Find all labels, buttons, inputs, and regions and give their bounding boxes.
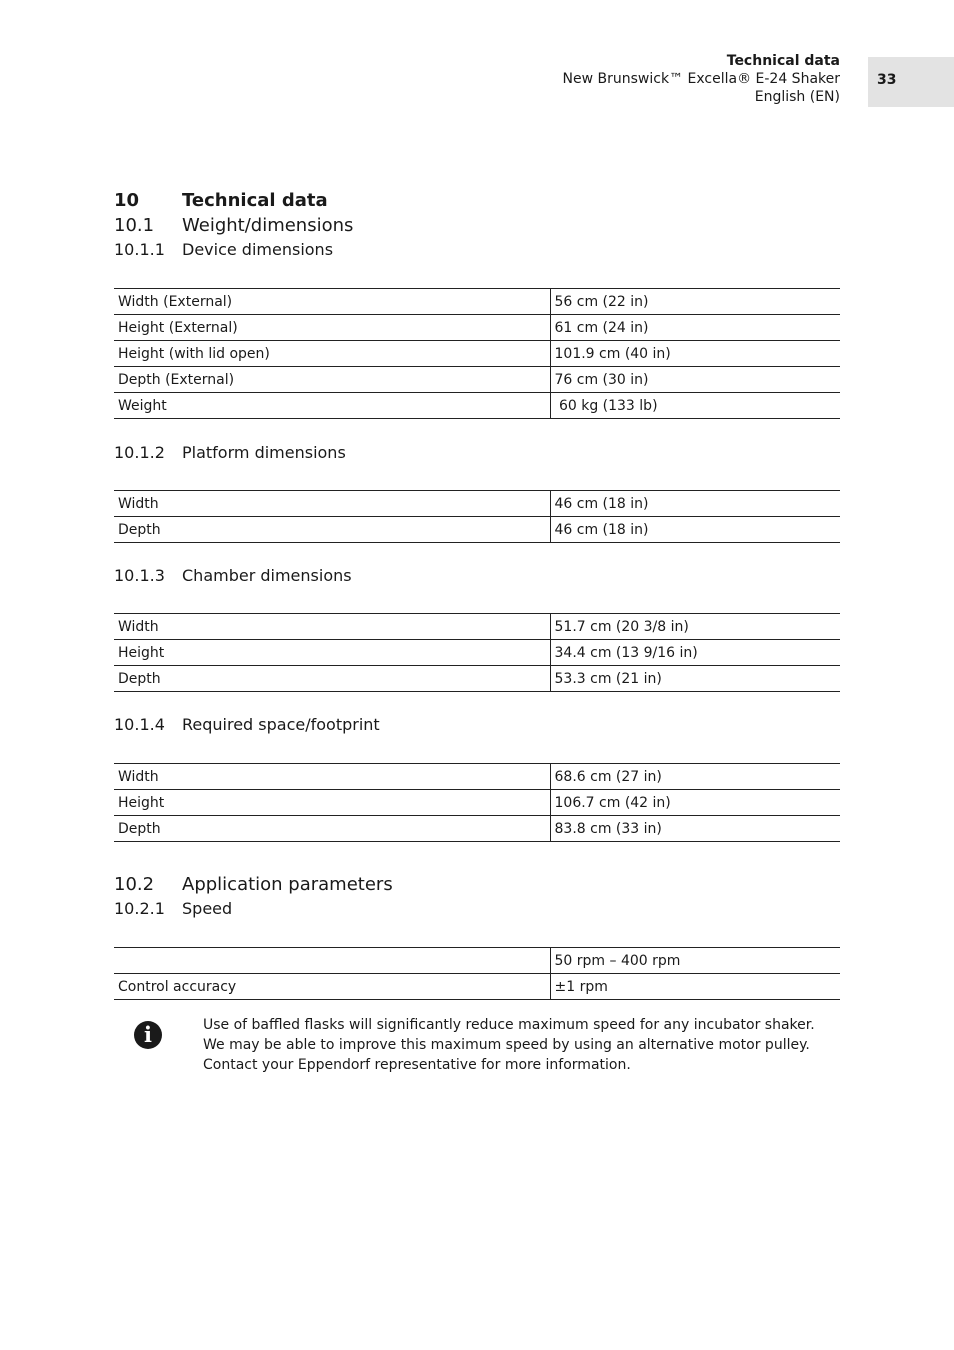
table-row	[114, 491, 840, 517]
header-language: English (EN)	[754, 89, 840, 105]
info-icon: i	[134, 1021, 162, 1049]
table-row	[114, 790, 840, 816]
heading-10-1-2	[114, 443, 346, 462]
table-cell-label: Width	[114, 614, 550, 640]
table-cell-label: Height (with lid open)	[114, 341, 550, 367]
platform-dimensions-table	[114, 490, 840, 543]
table-cell-value: 34.4 cm (13 9/16 in)	[550, 640, 840, 666]
table-cell-label: Width	[114, 764, 550, 790]
table-cell-value: 46 cm (18 in)	[550, 491, 840, 517]
heading-10-2	[114, 874, 393, 895]
table-cell-label: Width	[114, 491, 550, 517]
table-cell-value: 101.9 cm (40 in)	[550, 341, 840, 367]
heading-10-1-4	[114, 715, 380, 734]
table-row	[114, 341, 840, 367]
table-cell-label: Control accuracy	[114, 974, 550, 1000]
table-cell-label: Depth (External)	[114, 367, 550, 393]
heading-number: 10.2	[114, 874, 155, 895]
header-section-title: Technical data	[726, 53, 840, 69]
table-cell-value: 83.8 cm (33 in)	[550, 816, 840, 842]
table-cell-label	[114, 948, 550, 974]
device-dimensions-table	[114, 288, 840, 419]
table-row	[114, 315, 840, 341]
table-cell-label: Height	[114, 790, 550, 816]
heading-title: Speed	[182, 899, 233, 918]
table-cell-value: 61 cm (24 in)	[550, 315, 840, 341]
table-cell-label: Depth	[114, 666, 550, 692]
footprint-table	[114, 763, 840, 842]
table-cell-label: Depth	[114, 517, 550, 543]
heading-number: 10.1.4	[114, 715, 165, 734]
table-cell-value: 60 kg (133 lb)	[550, 393, 840, 419]
table-row	[114, 764, 840, 790]
table-row	[114, 666, 840, 692]
heading-title: Technical data	[182, 190, 328, 211]
table-row	[114, 367, 840, 393]
table-cell-value: 46 cm (18 in)	[550, 517, 840, 543]
heading-10-1	[114, 215, 353, 236]
page-number: 33	[868, 57, 954, 107]
heading-number: 10.1	[114, 215, 155, 236]
heading-number: 10	[114, 190, 140, 211]
heading-title: Application parameters	[182, 874, 393, 895]
heading-10-2-1	[114, 899, 232, 918]
table-cell-value: 56 cm (22 in)	[550, 289, 840, 315]
table-cell-label: Width (External)	[114, 289, 550, 315]
table-cell-label: Depth	[114, 816, 550, 842]
speed-table	[114, 947, 840, 1000]
chamber-dimensions-table	[114, 613, 840, 692]
table-cell-value: ±1 rpm	[550, 974, 840, 1000]
table-row	[114, 393, 840, 419]
table-row	[114, 614, 840, 640]
heading-10	[114, 190, 328, 211]
table-row	[114, 640, 840, 666]
heading-10-1-3	[114, 566, 352, 585]
table-cell-value: 76 cm (30 in)	[550, 367, 840, 393]
heading-title: Weight/dimensions	[182, 215, 354, 236]
heading-title: Device dimensions	[182, 240, 334, 259]
table-cell-value: 106.7 cm (42 in)	[550, 790, 840, 816]
table-row	[114, 816, 840, 842]
heading-title: Required space/footprint	[182, 715, 380, 734]
table-row	[114, 289, 840, 315]
table-cell-label: Weight	[114, 393, 550, 419]
table-cell-value: 53.3 cm (21 in)	[550, 666, 840, 692]
table-cell-label: Height	[114, 640, 550, 666]
table-row	[114, 948, 840, 974]
table-cell-value: 50 rpm – 400 rpm	[550, 948, 840, 974]
heading-title: Platform dimensions	[182, 443, 346, 462]
running-header	[563, 52, 840, 106]
heading-number: 10.2.1	[114, 899, 165, 918]
heading-title: Chamber dimensions	[182, 566, 352, 585]
table-cell-label: Height (External)	[114, 315, 550, 341]
table-row	[114, 517, 840, 543]
table-row	[114, 974, 840, 1000]
heading-10-1-1	[114, 240, 333, 259]
heading-number: 10.1.3	[114, 566, 165, 585]
header-product-name: New Brunswick™ Excella® E-24 Shaker	[562, 71, 840, 87]
heading-number: 10.1.1	[114, 240, 165, 259]
table-cell-value: 51.7 cm (20 3/8 in)	[550, 614, 840, 640]
note-text: Use of baffled flasks will significantly reduce maximum speed for any incubator shaker. We may be able to improve this maximum speed by using an alternative motor pulley. Contact your Eppendorf representative for more information.	[203, 1017, 815, 1073]
table-cell-value: 68.6 cm (27 in)	[550, 764, 840, 790]
heading-number: 10.1.2	[114, 443, 165, 462]
